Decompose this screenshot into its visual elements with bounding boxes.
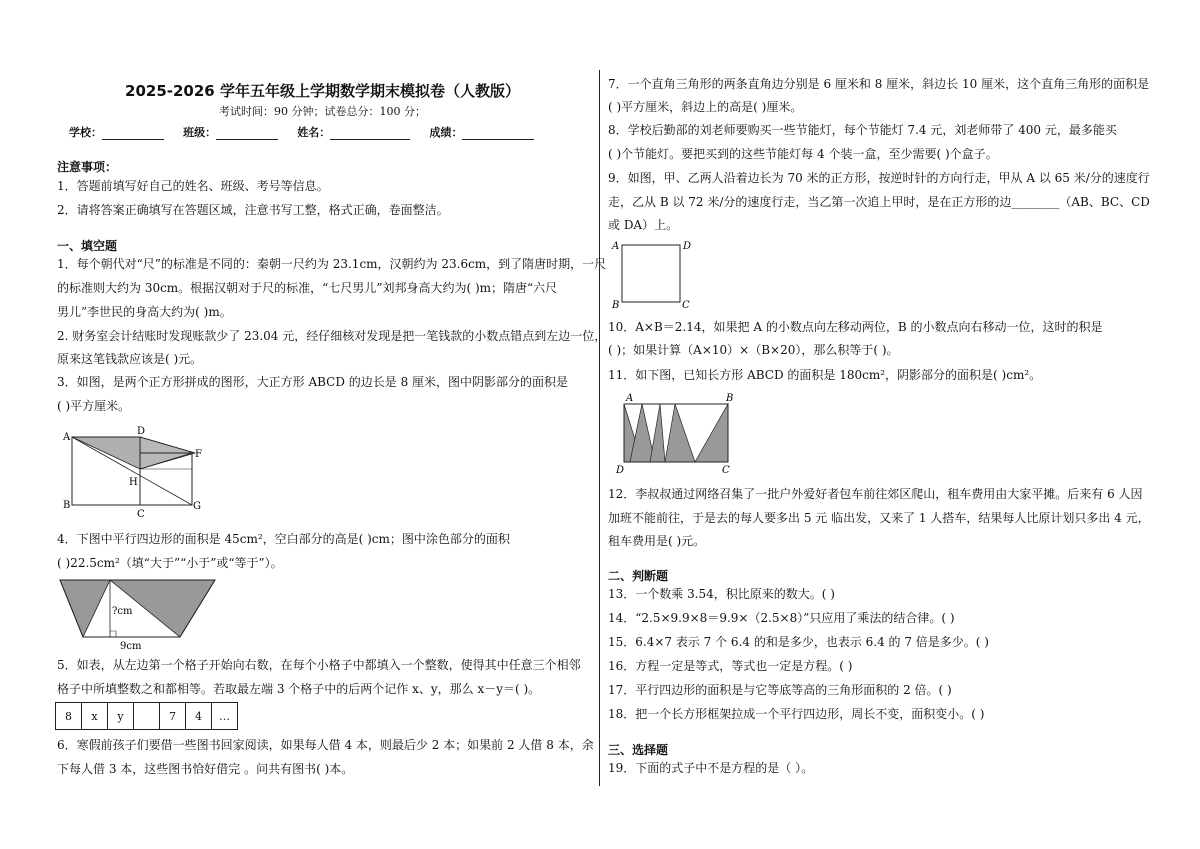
sequence-cell: x bbox=[82, 703, 108, 730]
question-line: 15．6.4×7 表示 7 个 6.4 的和是多少，也表示 6.4 的 7 倍是多少。( ) bbox=[608, 635, 989, 649]
fig3-label: H bbox=[129, 477, 138, 488]
figure-parallelogram bbox=[55, 577, 225, 651]
fig9-label: D bbox=[683, 241, 692, 252]
note-item: 1．答题前填写好自己的姓名、班级、考号等信息。 bbox=[57, 179, 329, 193]
fig3-label: D bbox=[137, 426, 146, 437]
fig11-label: D bbox=[616, 465, 625, 476]
question-line: 5．如表，从左边第一个格子开始向右数，在每个小格子中都填入一个整数，使得其中任意三个相邻 bbox=[57, 658, 581, 672]
question-line: 19．下面的式子中不是方程的是（ ）。 bbox=[608, 761, 814, 775]
question-line: 的标准则大约为 30cm。根据汉朝对于尺的标准，“七尺男儿”刘邦身高大约为( )m；隋唐“六尺 bbox=[57, 281, 558, 295]
class-label: 班级： bbox=[183, 126, 217, 139]
question-line: 17．平行四边形的面积是与它等底等高的三角形面积的 2 倍。( ) bbox=[608, 683, 952, 697]
fig9-label: A bbox=[612, 241, 620, 252]
question-line: ( )平方厘米。 bbox=[57, 399, 131, 413]
question-line: 18．把一个长方形框架拉成一个平行四边形，周长不变，面积变小。( ) bbox=[608, 707, 985, 721]
fig9-label: B bbox=[612, 300, 620, 311]
name-label: 姓名： bbox=[297, 126, 331, 139]
question-line: ( )平方厘米，斜边上的高是( )厘米。 bbox=[608, 100, 803, 114]
question-line: 7．一个直角三角形的两条直角边分别是 6 厘米和 8 厘米，斜边长 10 厘米，这个直角三角形的面积是 bbox=[608, 77, 1150, 91]
fig11-label: B bbox=[726, 393, 734, 404]
sequence-cell: … bbox=[212, 703, 238, 730]
question-line: 原来这笔钱款应该是( )元。 bbox=[57, 352, 203, 366]
fig3-label: C bbox=[137, 509, 145, 520]
notes-heading: 注意事项： bbox=[57, 160, 118, 174]
fig11-label: A bbox=[626, 393, 634, 404]
figure-rectangle-triangles bbox=[610, 390, 740, 476]
question-line: ( )；如果计算（A×10）×（B×20），那么积等于( )。 bbox=[608, 343, 899, 357]
fig3-label: A bbox=[63, 432, 71, 443]
note-item: 2．请将答案正确填写在答题区域，注意书写工整，格式正确，卷面整洁。 bbox=[57, 203, 449, 217]
fig3-label: F bbox=[195, 449, 202, 460]
question-line: 2. 财务室会计结账时发现账款少了 23.04 元，经仔细核对发现是把一笔钱款的小数点错点到左边一位， bbox=[57, 329, 607, 343]
section-heading-choice: 三、选择题 bbox=[608, 743, 669, 757]
question-line: 11．如下图，已知长方形 ABCD 的面积是 180cm²，阴影部分的面积是( )cm²。 bbox=[608, 368, 1042, 382]
question-line: 6．寒假前孩子们要借一些图书回家阅读，如果每人借 4 本，则最后少 2 本；如果前 2 人借 8 本，余 bbox=[57, 738, 594, 752]
exam-title: 2025-2026 学年五年级上学期数学期末模拟卷（人教版） bbox=[125, 82, 520, 100]
school-label: 学校： bbox=[69, 126, 102, 139]
sequence-cell: 7 bbox=[160, 703, 186, 730]
column-divider bbox=[599, 70, 600, 786]
question-line: 14．“2.5×9.9×8＝9.9×（2.5×8）”只应用了乘法的结合律。( ) bbox=[608, 611, 955, 625]
sequence-cell: 8 bbox=[56, 703, 82, 730]
class-blank[interactable] bbox=[216, 127, 278, 140]
question-line: 16．方程一定是等式，等式也一定是方程。( ) bbox=[608, 659, 853, 673]
figure-square-path bbox=[610, 236, 710, 312]
student-info-fields bbox=[69, 124, 534, 140]
sequence-cell: y bbox=[108, 703, 134, 730]
sequence-cell bbox=[134, 703, 160, 730]
school-blank[interactable] bbox=[102, 127, 164, 140]
fig11-label: C bbox=[722, 465, 730, 476]
fig3-label: B bbox=[63, 500, 71, 511]
number-sequence-table bbox=[55, 702, 238, 730]
question-line: 12．李叔叔通过网络召集了一批户外爱好者包车前往郊区爬山，租车费用由大家平摊。后来有 6 人因 bbox=[608, 487, 1143, 501]
question-line: ( )个节能灯。要把买到的这些节能灯每 4 个装一盒，至少需要( )个盒子。 bbox=[608, 147, 998, 161]
score-label: 成绩： bbox=[429, 126, 463, 139]
sequence-cell: 4 bbox=[186, 703, 212, 730]
question-line: 13．一个数乘 3.54，积比原来的数大。( ) bbox=[608, 587, 835, 601]
question-line: 9．如图，甲、乙两人沿着边长为 70 米的正方形，按逆时针的方向行走，甲从 A 以 65 米/分的速度行 bbox=[608, 171, 1150, 185]
question-line: 8．学校后勤部的刘老师要购买一些节能灯，每个节能灯 7.4 元，刘老师带了 400 元，最多能买 bbox=[608, 123, 1117, 137]
question-line: 男儿”李世民的身高大约为( )m。 bbox=[57, 305, 232, 319]
fig4-base-label: 9cm bbox=[120, 641, 142, 652]
question-line: 1．每个朝代对“尺”的标准是不同的：秦朝一尺约为 23.1cm，汉朝约为 23.6cm，到了隋唐时期，一尺 bbox=[57, 257, 607, 271]
fig4-height-label: ?cm bbox=[112, 606, 133, 617]
fig3-label: G bbox=[193, 501, 201, 512]
question-line: 租车费用是( )元。 bbox=[608, 534, 706, 548]
question-line: 下每人借 3 本，这些图书恰好借完 。问共有图书( )本。 bbox=[57, 762, 354, 776]
score-blank[interactable] bbox=[462, 127, 534, 140]
section-heading-judge: 二、判断题 bbox=[608, 569, 669, 583]
figure-two-squares bbox=[55, 423, 215, 520]
question-line: 走，乙从 B 以 72 米/分的速度行走，当乙第一次追上甲时，是在正方形的边________（AB、BC、CD bbox=[608, 195, 1150, 209]
question-line: ( )22.5cm²（填“大于”“小于”或“等于”）。 bbox=[57, 556, 283, 570]
question-line: 4．下图中平行四边形的面积是 45cm²，空白部分的高是( )cm；图中涂色部分的面积 bbox=[57, 532, 510, 546]
fig9-label: C bbox=[682, 300, 690, 311]
question-line: 加班不能前往，于是去的每人要多出 5 元 临出发，又来了 1 人搭车，结果每人比原计划只多出 4 元， bbox=[608, 511, 1150, 525]
exam-subtitle: 考试时间：90 分钟；试卷总分：100 分； bbox=[219, 105, 426, 118]
name-blank[interactable] bbox=[330, 127, 410, 140]
question-line: 10．A×B＝2.14，如果把 A 的小数点向左移动两位，B 的小数点向右移动一位，这时的积是 bbox=[608, 320, 1103, 334]
question-line: 或 DA）上。 bbox=[608, 218, 679, 232]
question-line: 3．如图，是两个正方形拼成的图形，大正方形 ABCD 的边长是 8 厘米，图中阴影部分的面积是 bbox=[57, 375, 569, 389]
section-heading-fill: 一、填空题 bbox=[57, 239, 118, 253]
question-line: 格子中所填整数之和都相等。若取最左端 3 个格子中的后两个记作 x、y，那么 x－y＝( )。 bbox=[57, 682, 541, 696]
